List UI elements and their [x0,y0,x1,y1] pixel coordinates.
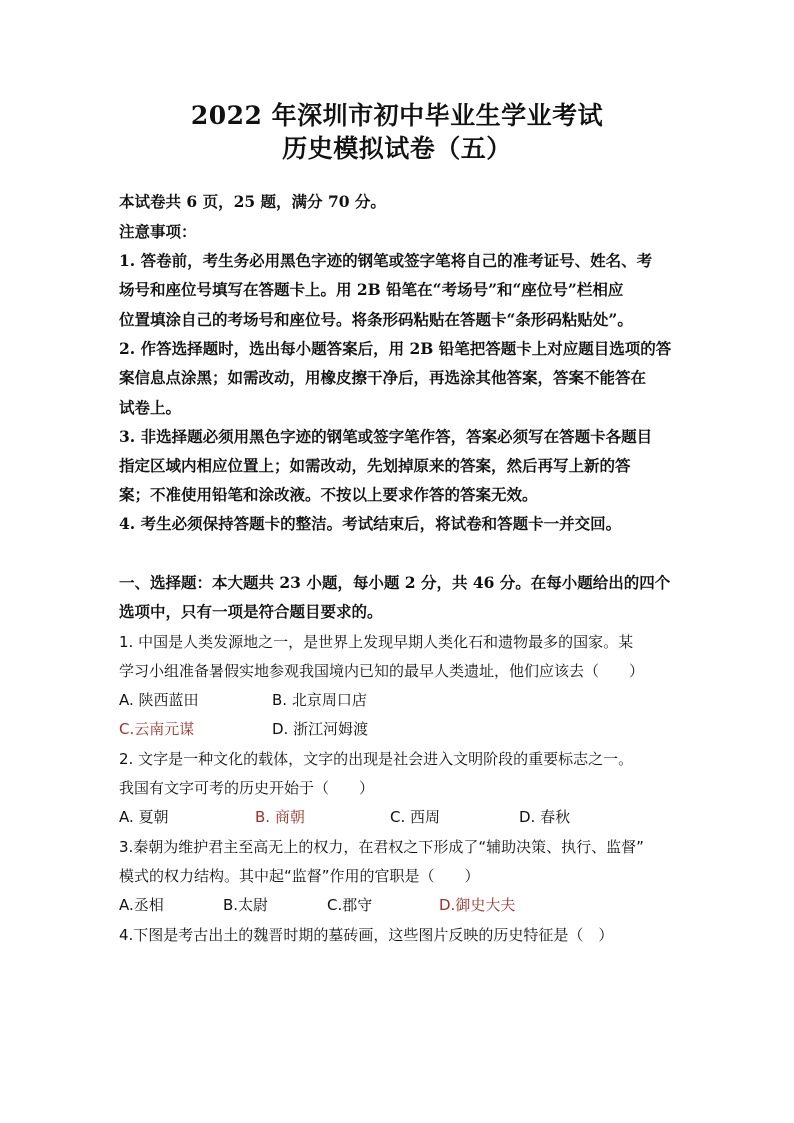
notice-line: 案；不准使用铅笔和涂改液。不按以上要求作答的答案无效。 [119,485,538,504]
option-c-answer: C.云南元谋 [119,720,195,738]
option-d: D. 春秋 [519,808,571,826]
option-a: A. 陕西蓝田 [119,691,199,709]
question-stem: 我国有文字可考的历史开始于（ ） [119,779,375,797]
exam-summary: 本试卷共 6 页，25 题，满分 70 分。 [119,192,386,211]
notice-line: 3. 非选择题必须用黑色字迹的钢笔或签字笔作答，答案必须写在答题卡各题目 [119,427,653,446]
option-a: A.丞相 [119,896,164,914]
option-c: C.郡守 [327,896,373,914]
exam-subtitle: 历史模拟试卷（五） [282,134,512,163]
option-b: B.太尉 [223,896,269,914]
notice-line: 试卷上。 [119,398,182,417]
section-heading: 一、选择题：本大题共 23 小题，每小题 2 分，共 46 分。在每小题给出的四个 [119,573,671,592]
notice-line: 位置填涂自己的考场号和座位号。将条形码粘贴在答题卡“条形码粘贴处”。 [119,310,633,329]
notice-heading: 注意事项： [119,222,197,241]
question-stem: 1. 中国是人类发源地之一，是世界上发现早期人类化石和遗物最多的国家。某 [119,633,634,651]
option-d: D. 浙江河姆渡 [272,720,369,738]
option-a: A. 夏朝 [119,808,169,826]
notice-line: 4. 考生必须保持答题卡的整洁。考试结束后，将试卷和答题卡一并交回。 [119,514,622,533]
question-stem: 3.秦朝为维护君主至高无上的权力，在君权之下形成了“辅助决策、执行、监督” [119,838,644,856]
question-stem: 模式的权力结构。其中起“监督”作用的官职是（ ） [119,867,480,885]
option-c: C. 西周 [390,808,441,826]
question-stem: 4.下图是考古出土的魏晋时期的墓砖画，这些图片反映的历史特征是（ ） [119,926,614,944]
option-d-answer: D.御史大夫 [439,896,516,914]
notice-line: 案信息点涂黑；如需改动，用橡皮擦干净后，再选涂其他答案，答案不能答在 [119,368,647,387]
section-heading: 选项中，只有一项是符合题目要求的。 [119,602,383,621]
notice-line: 2. 作答选择题时，选出每小题答案后，用 2B 铅笔把答题卡上对应题目选项的答 [119,339,672,358]
option-b-answer: B. 商朝 [255,808,305,826]
notice-line: 1. 答卷前，考生务必用黑色字迹的钢笔或签字笔将自己的准考证号、姓名、考 [119,251,653,270]
question-stem: 学习小组准备暑假实地参观我国境内已知的最早人类遗址，他们应该去（ ） [119,662,645,680]
notice-line: 指定区域内相应位置上；如需改动，先划掉原来的答案，然后再写上新的答 [119,456,631,475]
question-stem: 2. 文字是一种文化的载体，文字的出现是社会进入文明阶段的重要标志之一。 [119,750,634,768]
notice-line: 场号和座位号填写在答题卡上。用 2B 铅笔在“考场号”和“座位号”栏相应 [119,280,624,299]
exam-title: 2022 年深圳市初中毕业生学业考试 [190,101,604,130]
option-b: B. 北京周口店 [272,691,367,709]
